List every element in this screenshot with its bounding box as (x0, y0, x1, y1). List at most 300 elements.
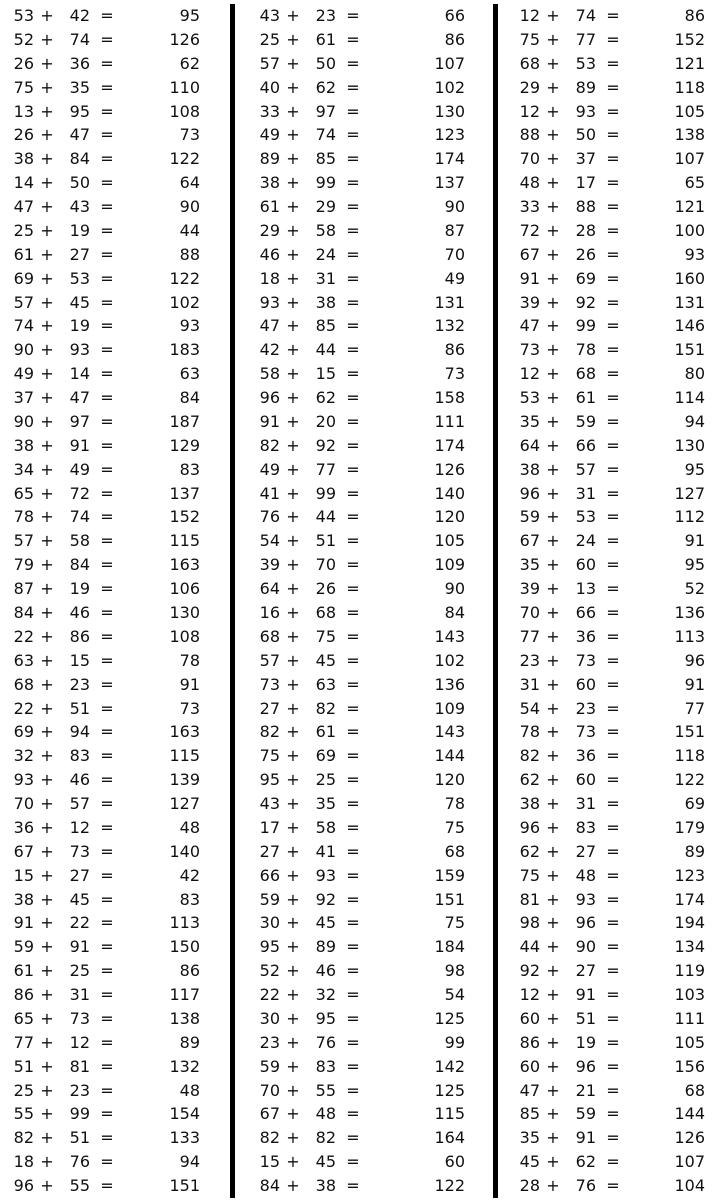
equals-sign: = (606, 817, 620, 837)
first-addend: 82 (13, 1128, 34, 1148)
sum-result: 93 (684, 244, 705, 264)
second-addend: 28 (575, 220, 596, 240)
sum-result: 132 (169, 1056, 200, 1076)
plus-sign: + (286, 1128, 300, 1148)
sum-result: 110 (169, 77, 200, 97)
second-addend: 23 (315, 6, 336, 25)
sum-result: 120 (434, 507, 465, 527)
problem-row (258, 1079, 465, 1103)
equals-sign: = (100, 1152, 114, 1172)
problem-row (12, 601, 200, 625)
equals-sign: = (606, 555, 620, 575)
first-addend: 68 (519, 53, 540, 73)
first-addend: 70 (519, 149, 540, 169)
equals-sign: = (100, 961, 114, 981)
problem-row (12, 76, 200, 100)
plus-sign: + (546, 507, 560, 527)
first-addend: 18 (13, 1152, 34, 1172)
first-addend: 96 (519, 483, 540, 503)
problem-row (258, 864, 465, 888)
plus-sign: + (546, 101, 560, 121)
sum-result: 68 (684, 1080, 705, 1100)
equals-sign: = (606, 340, 620, 360)
sum-result: 113 (169, 913, 200, 933)
sum-result: 78 (179, 650, 200, 670)
problem-row (258, 291, 465, 315)
second-addend: 55 (69, 1176, 90, 1196)
sum-result: 73 (444, 364, 465, 384)
plus-sign: + (286, 268, 300, 288)
second-addend: 29 (315, 197, 336, 217)
problem-row (258, 410, 465, 434)
first-addend: 95 (259, 770, 280, 790)
sum-result: 174 (434, 149, 465, 169)
plus-sign: + (286, 1080, 300, 1100)
equals-sign: = (606, 125, 620, 145)
problem-row (12, 864, 200, 888)
sum-result: 98 (444, 961, 465, 981)
first-addend: 76 (259, 507, 280, 527)
plus-sign: + (40, 746, 54, 766)
sum-result: 83 (179, 889, 200, 909)
second-addend: 81 (69, 1056, 90, 1076)
sum-result: 125 (434, 1008, 465, 1028)
problem-row (258, 553, 465, 577)
plus-sign: + (40, 6, 54, 25)
sum-result: 42 (179, 865, 200, 885)
sum-result: 136 (674, 603, 705, 622)
equals-sign: = (346, 817, 360, 837)
problem-row (12, 649, 200, 673)
problem-row (518, 52, 705, 76)
first-addend: 84 (13, 603, 34, 622)
plus-sign: + (546, 794, 560, 814)
sum-result: 105 (674, 101, 705, 121)
equals-sign: = (606, 101, 620, 121)
equals-sign: = (100, 674, 114, 694)
problem-row (518, 1150, 705, 1174)
equals-sign: = (606, 626, 620, 646)
second-addend: 93 (575, 889, 596, 909)
plus-sign: + (286, 220, 300, 240)
second-addend: 46 (69, 770, 90, 790)
problem-row (258, 1007, 465, 1031)
plus-sign: + (40, 149, 54, 169)
problem-row (12, 1055, 200, 1079)
plus-sign: + (40, 698, 54, 718)
first-addend: 14 (13, 173, 34, 193)
sum-result: 118 (674, 746, 705, 766)
second-addend: 45 (69, 292, 90, 312)
plus-sign: + (286, 388, 300, 408)
plus-sign: + (40, 340, 54, 360)
sum-result: 112 (674, 507, 705, 527)
first-addend: 57 (259, 53, 280, 73)
second-addend: 62 (575, 1152, 596, 1172)
problem-row (12, 625, 200, 649)
first-addend: 82 (259, 1128, 280, 1148)
sum-result: 44 (179, 220, 200, 240)
problem-row (258, 76, 465, 100)
first-addend: 38 (13, 435, 34, 455)
first-addend: 85 (519, 1104, 540, 1124)
plus-sign: + (286, 531, 300, 551)
column-divider-2 (493, 4, 498, 1198)
first-addend: 40 (259, 77, 280, 97)
equals-sign: = (100, 53, 114, 73)
problem-row (258, 100, 465, 124)
second-addend: 92 (315, 889, 336, 909)
first-addend: 86 (519, 1032, 540, 1052)
problem-row (518, 697, 705, 721)
first-addend: 23 (519, 650, 540, 670)
problem-row (12, 1126, 200, 1150)
first-addend: 23 (259, 1032, 280, 1052)
problem-row (12, 553, 200, 577)
second-addend: 74 (315, 125, 336, 145)
problem-row (12, 219, 200, 243)
problem-row (518, 219, 705, 243)
second-addend: 74 (69, 29, 90, 49)
problem-row (518, 4, 705, 28)
problem-row (12, 1031, 200, 1055)
sum-result: 159 (434, 865, 465, 885)
first-addend: 79 (13, 555, 34, 575)
sum-result: 93 (179, 316, 200, 336)
equals-sign: = (606, 197, 620, 217)
plus-sign: + (40, 1008, 54, 1028)
first-addend: 90 (13, 411, 34, 431)
equals-sign: = (100, 459, 114, 479)
equals-sign: = (100, 865, 114, 885)
problem-row (518, 458, 705, 482)
second-addend: 45 (315, 650, 336, 670)
problem-row (12, 840, 200, 864)
sum-result: 125 (434, 1080, 465, 1100)
plus-sign: + (546, 1080, 560, 1100)
second-addend: 45 (315, 1152, 336, 1172)
sum-result: 73 (179, 125, 200, 145)
first-addend: 32 (13, 746, 34, 766)
problem-row (12, 577, 200, 601)
second-addend: 82 (315, 1128, 336, 1148)
second-addend: 99 (69, 1104, 90, 1124)
problem-row (258, 720, 465, 744)
sum-result: 94 (179, 1152, 200, 1172)
second-addend: 68 (315, 603, 336, 622)
sum-result: 68 (444, 841, 465, 861)
problem-row (518, 1055, 705, 1079)
plus-sign: + (286, 6, 300, 25)
first-addend: 67 (519, 244, 540, 264)
second-addend: 36 (575, 626, 596, 646)
plus-sign: + (40, 1176, 54, 1196)
equals-sign: = (606, 913, 620, 933)
first-addend: 43 (259, 6, 280, 25)
equals-sign: = (100, 388, 114, 408)
first-addend: 93 (259, 292, 280, 312)
sum-result: 111 (674, 1008, 705, 1028)
equals-sign: = (346, 841, 360, 861)
sum-result: 91 (684, 674, 705, 694)
plus-sign: + (40, 483, 54, 503)
plus-sign: + (546, 244, 560, 264)
sum-result: 86 (444, 29, 465, 49)
second-addend: 44 (315, 340, 336, 360)
first-addend: 47 (519, 1080, 540, 1100)
sum-result: 49 (444, 268, 465, 288)
plus-sign: + (40, 29, 54, 49)
sum-result: 174 (674, 889, 705, 909)
sum-result: 174 (434, 435, 465, 455)
second-addend: 37 (575, 149, 596, 169)
sum-result: 118 (674, 77, 705, 97)
problem-row (258, 911, 465, 935)
plus-sign: + (40, 841, 54, 861)
plus-sign: + (546, 197, 560, 217)
sum-result: 86 (444, 340, 465, 360)
plus-sign: + (286, 579, 300, 599)
equals-sign: = (100, 316, 114, 336)
first-addend: 59 (519, 507, 540, 527)
problem-row (258, 219, 465, 243)
plus-sign: + (286, 149, 300, 169)
first-addend: 67 (13, 841, 34, 861)
problem-row (12, 171, 200, 195)
plus-sign: + (546, 626, 560, 646)
sum-result: 102 (434, 650, 465, 670)
problem-row (258, 362, 465, 386)
plus-sign: + (546, 698, 560, 718)
equals-sign: = (606, 889, 620, 909)
sum-result: 187 (169, 411, 200, 431)
second-addend: 62 (315, 77, 336, 97)
equals-sign: = (606, 53, 620, 73)
problem-row (518, 768, 705, 792)
problem-row (518, 553, 705, 577)
first-addend: 67 (259, 1104, 280, 1124)
plus-sign: + (286, 770, 300, 790)
equals-sign: = (346, 77, 360, 97)
first-addend: 52 (13, 29, 34, 49)
first-addend: 38 (519, 794, 540, 814)
plus-sign: + (40, 388, 54, 408)
first-addend: 25 (13, 220, 34, 240)
equals-sign: = (100, 650, 114, 670)
sum-result: 163 (169, 555, 200, 575)
sum-result: 142 (434, 1056, 465, 1076)
second-addend: 57 (69, 794, 90, 814)
equals-sign: = (606, 459, 620, 479)
sum-result: 183 (169, 340, 200, 360)
first-addend: 96 (519, 817, 540, 837)
first-addend: 47 (259, 316, 280, 336)
first-addend: 53 (13, 6, 34, 25)
equals-sign: = (346, 1104, 360, 1124)
equals-sign: = (606, 1008, 620, 1028)
first-addend: 12 (519, 364, 540, 384)
equals-sign: = (606, 985, 620, 1005)
plus-sign: + (546, 411, 560, 431)
equals-sign: = (346, 435, 360, 455)
sum-result: 130 (434, 101, 465, 121)
second-addend: 85 (315, 316, 336, 336)
problem-row (258, 195, 465, 219)
sum-result: 121 (674, 53, 705, 73)
sum-result: 143 (434, 722, 465, 742)
problem-row (12, 697, 200, 721)
problem-row (258, 1150, 465, 1174)
first-addend: 49 (259, 125, 280, 145)
plus-sign: + (546, 722, 560, 742)
sum-result: 52 (684, 579, 705, 599)
plus-sign: + (546, 961, 560, 981)
first-addend: 29 (519, 77, 540, 97)
second-addend: 31 (69, 985, 90, 1005)
second-addend: 47 (69, 388, 90, 408)
problem-row (518, 792, 705, 816)
sum-result: 54 (444, 985, 465, 1005)
problem-row (518, 1174, 705, 1198)
equals-sign: = (606, 961, 620, 981)
sum-result: 103 (674, 985, 705, 1005)
sum-result: 115 (434, 1104, 465, 1124)
first-addend: 57 (13, 292, 34, 312)
problem-row (518, 888, 705, 912)
equals-sign: = (346, 555, 360, 575)
plus-sign: + (546, 1176, 560, 1196)
second-addend: 46 (69, 603, 90, 622)
sum-result: 122 (169, 149, 200, 169)
problem-row (258, 529, 465, 553)
first-addend: 43 (259, 794, 280, 814)
sum-result: 75 (444, 817, 465, 837)
problem-row (258, 28, 465, 52)
plus-sign: + (286, 555, 300, 575)
equals-sign: = (100, 507, 114, 527)
problem-row (258, 577, 465, 601)
problem-row (258, 1174, 465, 1198)
plus-sign: + (40, 794, 54, 814)
second-addend: 59 (575, 411, 596, 431)
equals-sign: = (606, 1104, 620, 1124)
plus-sign: + (286, 1056, 300, 1076)
equals-sign: = (606, 6, 620, 25)
first-addend: 27 (259, 841, 280, 861)
equals-sign: = (100, 244, 114, 264)
first-addend: 54 (519, 698, 540, 718)
sum-result: 90 (444, 197, 465, 217)
sum-result: 94 (684, 411, 705, 431)
first-addend: 96 (259, 388, 280, 408)
first-addend: 75 (259, 746, 280, 766)
sum-result: 84 (444, 603, 465, 622)
problem-row (258, 1031, 465, 1055)
problem-row (518, 482, 705, 506)
problem-row (518, 171, 705, 195)
first-addend: 60 (519, 1008, 540, 1028)
first-addend: 61 (13, 244, 34, 264)
sum-result: 114 (674, 388, 705, 408)
first-addend: 59 (259, 1056, 280, 1076)
equals-sign: = (100, 1080, 114, 1100)
sum-result: 75 (444, 913, 465, 933)
second-addend: 50 (575, 125, 596, 145)
second-addend: 60 (575, 674, 596, 694)
plus-sign: + (286, 316, 300, 336)
plus-sign: + (286, 364, 300, 384)
second-addend: 74 (575, 6, 596, 25)
equals-sign: = (100, 579, 114, 599)
plus-sign: + (40, 817, 54, 837)
sum-result: 83 (179, 459, 200, 479)
problem-row (518, 195, 705, 219)
first-addend: 93 (13, 770, 34, 790)
plus-sign: + (40, 985, 54, 1005)
second-addend: 25 (315, 770, 336, 790)
second-addend: 70 (315, 555, 336, 575)
second-addend: 82 (315, 698, 336, 718)
equals-sign: = (346, 961, 360, 981)
plus-sign: + (546, 340, 560, 360)
equals-sign: = (100, 435, 114, 455)
sum-result: 90 (179, 197, 200, 217)
second-addend: 19 (69, 579, 90, 599)
plus-sign: + (286, 794, 300, 814)
first-addend: 64 (519, 435, 540, 455)
equals-sign: = (606, 674, 620, 694)
second-addend: 83 (69, 746, 90, 766)
second-addend: 27 (575, 841, 596, 861)
problem-row (518, 1079, 705, 1103)
first-addend: 78 (519, 722, 540, 742)
equals-sign: = (100, 794, 114, 814)
plus-sign: + (286, 197, 300, 217)
second-addend: 73 (575, 722, 596, 742)
sum-result: 100 (674, 220, 705, 240)
first-addend: 62 (519, 841, 540, 861)
first-addend: 22 (259, 985, 280, 1005)
plus-sign: + (286, 340, 300, 360)
second-addend: 23 (69, 1080, 90, 1100)
first-addend: 38 (259, 173, 280, 193)
equals-sign: = (100, 889, 114, 909)
second-addend: 95 (315, 1008, 336, 1028)
first-addend: 57 (13, 531, 34, 551)
sum-result: 126 (434, 459, 465, 479)
plus-sign: + (40, 770, 54, 790)
problem-row (258, 625, 465, 649)
problem-row (518, 959, 705, 983)
plus-sign: + (546, 746, 560, 766)
equals-sign: = (346, 650, 360, 670)
sum-result: 184 (434, 937, 465, 957)
second-addend: 99 (315, 483, 336, 503)
first-addend: 88 (519, 125, 540, 145)
sum-result: 107 (434, 53, 465, 73)
second-addend: 53 (575, 507, 596, 527)
first-addend: 38 (519, 459, 540, 479)
sum-result: 99 (444, 1032, 465, 1052)
plus-sign: + (286, 1152, 300, 1172)
first-addend: 41 (259, 483, 280, 503)
second-addend: 46 (315, 961, 336, 981)
problem-row (518, 577, 705, 601)
problem-row (258, 744, 465, 768)
plus-sign: + (286, 698, 300, 718)
problem-row (258, 1055, 465, 1079)
second-addend: 58 (315, 220, 336, 240)
